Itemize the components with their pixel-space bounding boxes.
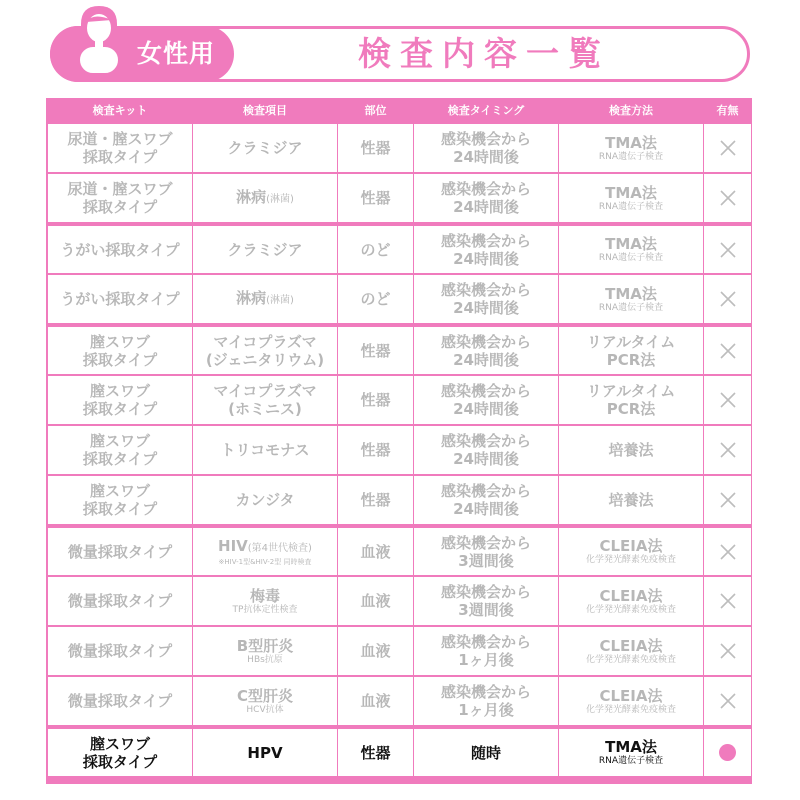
timing-line: 感染機会から: [440, 332, 531, 351]
method-name: リアルタイム: [586, 332, 676, 351]
item-name: HPV: [247, 743, 283, 762]
availability-cell: [704, 426, 751, 474]
timing-line: 感染機会から: [440, 583, 531, 601]
item-name: 淋病: [236, 187, 267, 206]
timing-cell: [414, 627, 558, 675]
site-cell: 血液: [338, 627, 413, 675]
method-cell: [559, 577, 703, 625]
method-cell: [559, 528, 703, 575]
site-cell: のど: [338, 226, 413, 273]
method-name: TMA法: [605, 738, 657, 756]
item-cell: [193, 376, 337, 424]
timing-line: 1ヶ月後: [458, 651, 514, 669]
unavailable-cross-icon: [718, 289, 738, 309]
timing-cell: [414, 275, 558, 323]
timing-line: 感染機会から: [440, 633, 531, 651]
unavailable-cross-icon: [718, 641, 738, 661]
timing-cell: [414, 729, 558, 776]
method-cell: [559, 376, 703, 424]
site-cell: 性器: [338, 729, 413, 776]
item-cell: [193, 528, 337, 575]
item-cell: [193, 729, 337, 776]
column-header-item: 検査項目: [193, 100, 337, 122]
timing-line: 24時間後: [453, 299, 519, 317]
method-name: TMA法: [605, 183, 657, 202]
site-cell: 性器: [338, 327, 413, 374]
availability-cell: [704, 275, 751, 323]
method-cell: [559, 174, 703, 222]
timing-cell: [414, 577, 558, 625]
kit-line: 採取タイプ: [82, 752, 158, 771]
timing-line: 随時: [470, 743, 501, 762]
unavailable-cross-icon: [718, 490, 738, 510]
method-subtext: RNA遺伝子検査: [598, 302, 664, 313]
timing-line: 感染機会から: [440, 533, 531, 552]
item-name: B型肝炎: [236, 636, 294, 655]
availability-cell: [704, 528, 751, 575]
site-cell: 性器: [338, 174, 413, 222]
method-name: TMA法: [605, 284, 657, 303]
audience-badge-label: 女性用: [136, 39, 215, 68]
column-header-site: 部位: [338, 100, 413, 122]
method-subtext: 化学発光酵素免疫検査: [585, 555, 676, 565]
unavailable-cross-icon: [718, 591, 738, 611]
timing-line: 感染機会から: [440, 281, 531, 299]
timing-line: 感染機会から: [440, 130, 531, 148]
column-header-availability: 有無: [704, 100, 751, 122]
timing-line: 感染機会から: [440, 231, 531, 250]
method-cell: [559, 124, 703, 172]
timing-line: 24時間後: [453, 148, 519, 166]
kit-line: うがい採取タイプ: [60, 240, 180, 259]
item-name: 梅毒: [249, 586, 280, 605]
item-subtext: HBs抗原: [247, 654, 283, 665]
availability-cell: [704, 124, 751, 172]
kit-cell: [48, 275, 192, 323]
item-cell: [193, 577, 337, 625]
timing-line: 24時間後: [453, 249, 519, 268]
kit-line: 尿道・膣スワブ: [67, 130, 173, 148]
unavailable-cross-icon: [718, 240, 738, 260]
method-subtext: 化学発光酵素免疫検査: [585, 704, 676, 715]
method-subtext: 化学発光酵素免疫検査: [585, 654, 676, 665]
item-cell: [193, 327, 337, 374]
method-name: CLEIA法: [599, 686, 663, 705]
method-subtext: RNA遺伝子検査: [598, 756, 664, 766]
item-cell: [193, 226, 337, 273]
kit-cell: [48, 124, 192, 172]
site-cell: 性器: [338, 476, 413, 524]
timing-line: 24時間後: [453, 500, 519, 518]
kit-cell: [48, 376, 192, 424]
unavailable-cross-icon: [718, 390, 738, 410]
availability-cell: [704, 174, 751, 222]
method-subtext: 化学発光酵素免疫検査: [585, 604, 676, 615]
timing-cell: [414, 426, 558, 474]
availability-cell: [704, 729, 751, 776]
item-cell: [193, 124, 337, 172]
kit-line: 膣スワブ: [89, 734, 150, 753]
kit-cell: [48, 677, 192, 725]
method-name-line2: PCR法: [606, 400, 656, 418]
timing-cell: [414, 327, 558, 374]
item-name: HIV: [218, 536, 248, 555]
kit-line: 採取タイプ: [82, 148, 158, 166]
column-header-method: 検査方法: [559, 100, 703, 122]
method-subtext: RNA遺伝子検査: [598, 201, 664, 212]
kit-line: 微量採取タイプ: [67, 542, 173, 561]
item-name: カンジタ: [235, 491, 295, 509]
kit-line: 採取タイプ: [82, 198, 158, 216]
availability-cell: [704, 577, 751, 625]
item-name: クラミジア: [227, 139, 303, 157]
item-cell: [193, 174, 337, 222]
availability-cell: [704, 476, 751, 524]
availability-cell: [704, 226, 751, 273]
timing-line: 感染機会から: [440, 482, 531, 500]
item-name-line: [236, 188, 294, 209]
page-title: 検査内容一覧: [358, 34, 610, 73]
item-name: マイコプラズマ: [213, 332, 317, 351]
method-name-line2: PCR法: [606, 350, 656, 369]
item-cell: [193, 627, 337, 675]
availability-cell: [704, 677, 751, 725]
kit-line: 採取タイプ: [82, 350, 158, 369]
item-qualifier: (淋菌): [266, 193, 294, 205]
unavailable-cross-icon: [718, 138, 738, 158]
item-name: トリコモナス: [220, 441, 310, 459]
timing-line: 24時間後: [453, 198, 519, 216]
method-name: TMA法: [605, 133, 657, 152]
item-subtext: TP抗体定性検査: [232, 604, 298, 615]
item-name-line: [236, 289, 294, 310]
kit-cell: [48, 226, 192, 273]
kit-line: 膣スワブ: [89, 332, 150, 351]
timing-line: 感染機会から: [440, 683, 531, 701]
kit-cell: [48, 528, 192, 575]
item-name-line2: (ジェニタリウム): [205, 350, 325, 369]
item-cell: [193, 677, 337, 725]
item-name: クラミジア: [227, 240, 303, 259]
availability-cell: [704, 376, 751, 424]
item-qualifier: (淋菌): [266, 294, 294, 306]
timing-line: 3週間後: [458, 601, 514, 619]
timing-line: 感染機会から: [440, 382, 531, 400]
item-name-line: [218, 537, 312, 558]
unavailable-cross-icon: [718, 691, 738, 711]
method-name: CLEIA法: [599, 586, 663, 605]
timing-cell: [414, 528, 558, 575]
unavailable-cross-icon: [718, 188, 738, 208]
site-cell: 血液: [338, 577, 413, 625]
method-cell: [559, 426, 703, 474]
timing-cell: [414, 476, 558, 524]
timing-line: 3週間後: [458, 551, 514, 570]
kit-cell: [48, 729, 192, 776]
timing-line: 感染機会から: [440, 180, 531, 198]
item-cell: [193, 275, 337, 323]
kit-line: 採取タイプ: [82, 450, 158, 468]
item-cell: [193, 426, 337, 474]
method-name: CLEIA法: [599, 636, 663, 655]
availability-cell: [704, 627, 751, 675]
column-header-timing: 検査タイミング: [414, 100, 558, 122]
method-name: リアルタイム: [586, 382, 676, 400]
available-dot-icon: [719, 744, 736, 761]
site-cell: 血液: [338, 528, 413, 575]
kit-cell: [48, 174, 192, 222]
unavailable-cross-icon: [718, 440, 738, 460]
item-qualifier: (第4世代検査): [247, 542, 312, 554]
column-header-kit: 検査キット: [48, 100, 192, 122]
kit-line: 採取タイプ: [82, 500, 158, 518]
timing-line: 1ヶ月後: [458, 701, 514, 719]
method-subtext: RNA遺伝子検査: [598, 253, 664, 263]
item-note: ※HIV-1型&HIV-2型 同時検査: [218, 557, 312, 566]
kit-line: 微量採取タイプ: [67, 642, 173, 660]
site-cell: 性器: [338, 426, 413, 474]
item-subtext: HCV抗体: [246, 704, 284, 715]
method-name: 培養法: [608, 441, 654, 459]
item-cell: [193, 476, 337, 524]
timing-cell: [414, 174, 558, 222]
timing-cell: [414, 226, 558, 273]
method-cell: [559, 476, 703, 524]
kit-line: 微量採取タイプ: [67, 592, 173, 610]
timing-line: 24時間後: [453, 450, 519, 468]
kit-cell: [48, 577, 192, 625]
unavailable-cross-icon: [718, 542, 738, 562]
kit-cell: [48, 476, 192, 524]
item-name: C型肝炎: [236, 686, 293, 705]
method-cell: [559, 275, 703, 323]
timing-line: 感染機会から: [440, 432, 531, 450]
timing-cell: [414, 376, 558, 424]
test-table: [48, 100, 750, 776]
kit-cell: [48, 327, 192, 374]
timing-line: 24時間後: [453, 350, 519, 369]
method-cell: [559, 729, 703, 776]
method-name: 培養法: [608, 491, 654, 509]
site-cell: 性器: [338, 376, 413, 424]
kit-line: 採取タイプ: [82, 400, 158, 418]
availability-cell: [704, 327, 751, 374]
item-name: 淋病: [236, 288, 267, 307]
site-cell: 血液: [338, 677, 413, 725]
method-cell: [559, 677, 703, 725]
method-name: CLEIA法: [599, 537, 663, 555]
site-cell: 性器: [338, 124, 413, 172]
kit-line: 膣スワブ: [89, 482, 150, 500]
kit-line: 尿道・膣スワブ: [67, 180, 173, 198]
kit-cell: [48, 627, 192, 675]
method-cell: [559, 627, 703, 675]
kit-cell: [48, 426, 192, 474]
timing-cell: [414, 677, 558, 725]
site-cell: のど: [338, 275, 413, 323]
method-name: TMA法: [605, 235, 657, 253]
method-cell: [559, 327, 703, 374]
method-cell: [559, 226, 703, 273]
kit-line: 膣スワブ: [89, 432, 150, 450]
method-subtext: RNA遺伝子検査: [598, 151, 664, 162]
item-name: マイコプラズマ: [213, 382, 317, 400]
unavailable-cross-icon: [718, 341, 738, 361]
timing-cell: [414, 124, 558, 172]
timing-line: 24時間後: [453, 400, 519, 418]
kit-line: 膣スワブ: [89, 382, 150, 400]
item-name-line2: (ホミニス): [228, 400, 302, 418]
kit-line: うがい採取タイプ: [60, 290, 180, 308]
kit-line: 微量採取タイプ: [67, 692, 173, 710]
